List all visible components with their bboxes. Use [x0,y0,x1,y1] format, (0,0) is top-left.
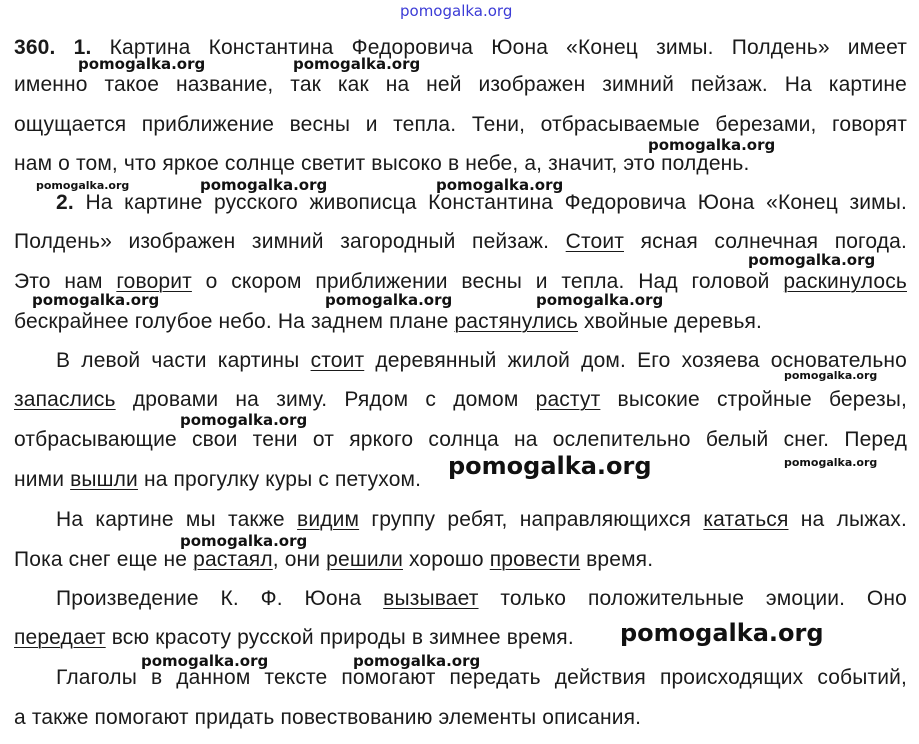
verb-underlined: раскинулось [783,270,907,293]
line-14-d: время. [586,548,654,571]
watermark: pomogalka.org [200,176,328,194]
text-line-4: нам о том, что яркое солнце светит высоко в небе, а, значит, это полдень. [14,152,750,175]
watermark: pomogalka.org [36,179,130,192]
task-number: 360. [14,36,56,59]
text-line-17: Глаголы в данном тексте помогают передать действия происходящих событий, [56,666,907,689]
watermark: pomogalka.org [648,136,776,154]
watermark: pomogalka.org [180,411,308,429]
header-watermark: pomogalka.org [400,2,513,20]
watermark: pomogalka.org [748,251,876,269]
verb-underlined: видим [297,508,360,531]
verb-underlined: растут [535,388,601,411]
verb-underlined: решили [326,548,403,571]
verb-underlined: вызывает [383,587,479,610]
line-13-a: На картине мы также [56,508,285,531]
watermark: pomogalka.org [78,55,206,73]
line-6-b: ясная солнечная погода. [640,230,907,253]
text-line-8 [14,310,907,334]
line-5-text: На картине русского живописца Константина Федоровича Юона «Конец зимы. [85,191,907,214]
watermark: pomogalka.org [536,291,664,309]
line-14-a: Пока снег еще не [14,548,188,571]
watermark: pomogalka.org [353,652,481,670]
text-line-15 [56,587,907,611]
verb-underlined: запаслись [14,388,116,411]
watermark: pomogalka.org [141,652,269,670]
line-15-b: только положительные эмоции. Оно [500,587,907,610]
text-line-9 [56,349,907,373]
verb-underlined: говорит [116,270,192,293]
watermark: pomogalka.org [620,619,824,647]
verb-underlined: растянулись [454,310,579,333]
watermark: pomogalka.org [325,291,453,309]
text-line-2: именно такое название, так как на ней изображен зимний пейзаж. На картине [14,73,907,96]
text-line-13 [56,508,907,532]
line-13-b: группу ребят, направляющихся [371,508,692,531]
text-line-11: отбрасывающие свои тени от яркого солнца на ослепительно белый снег. Перед [14,428,907,451]
watermark: pomogalka.org [436,176,564,194]
text-line-14 [14,548,907,572]
line-8-b: хвойные деревья. [584,310,763,333]
line-10-b: высокие стройные березы, [617,388,907,411]
watermark: pomogalka.org [180,532,308,550]
line-15-a: Произведение К. Ф. Юона [56,587,362,610]
text-line-5 [56,191,907,215]
watermark: pomogalka.org [784,369,878,382]
text-line-10 [14,388,907,412]
line-8-a: бескрайнее голубое небо. На заднем плане [14,310,449,333]
verb-underlined: стоит [310,349,365,372]
line-1-text: Картина Константина Федоровича Юона «Конец зимы. Полдень» имеет [109,36,907,59]
line-14-c: хорошо [409,548,484,571]
line-16-a: всю красоту русской природы в зимнее время. [111,626,574,649]
text-line-18: а также помогают придать повествованию элементы описания. [14,706,642,729]
line-7-a: Это нам [14,270,103,293]
watermark: pomogalka.org [784,456,878,469]
line-9-b: деревянный жилой дом. Его хозяева основательно [375,349,907,372]
verb-underlined: Стоит [565,230,624,253]
line-9-a: В левой части картины [56,349,300,372]
line-10-a: дровами на зиму. Рядом с домом [132,388,519,411]
verb-underlined: провести [489,548,581,571]
line-13-c: на лыжах. [800,508,907,531]
verb-underlined: кататься [703,508,789,531]
watermark: pomogalka.org [448,452,652,480]
line-14-b: , они [272,548,321,571]
verb-underlined: передает [14,626,106,649]
part-1-number: 1. [73,36,92,59]
watermark: pomogalka.org [293,55,421,73]
line-6-a: Полдень» изображен зимний загородный пейзаж. [14,230,550,253]
line-12-a: ними [14,468,65,491]
watermark: pomogalka.org [32,291,160,309]
verb-underlined: растаял [193,548,273,571]
verb-underlined: вышли [70,468,138,491]
text-line-3: ощущается приближение весны и тепла. Тени, отбрасываемые березами, говорят [14,113,907,136]
line-7-b: о скором приближении весны и тепла. Над головой [205,270,770,293]
part-2-number: 2. [56,191,74,214]
line-12-b: на прогулку куры с петухом. [143,468,422,491]
